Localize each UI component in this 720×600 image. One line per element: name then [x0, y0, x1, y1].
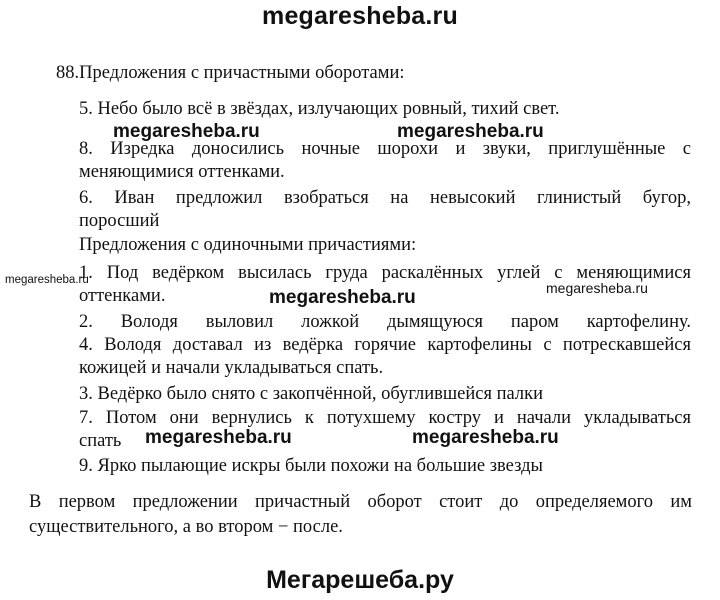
sentence-8-line1: 8. Изредка доносились ночные шорохи и звуки, приглушённые с: [79, 139, 691, 159]
conclusion-line2: существительного, а во втором − после.: [29, 517, 343, 537]
sentence-5: 5. Небо было всё в звёздах, излучающих ровный, тихий свет.: [79, 99, 560, 119]
sentence-4-line2: кожицей и начали укладываться спать.: [79, 358, 384, 378]
sentence-7-line1: 7. Потом они вернулись к потухшему костру и начали укладываться: [79, 408, 691, 428]
site-header: megaresheba.ru: [262, 2, 458, 30]
watermark-bold: megaresheba.ru: [145, 427, 292, 448]
conclusion-line1: В первом предложении причастный оборот стоит до определяемого им: [29, 492, 692, 512]
watermark-small: megaresheba.ru: [5, 274, 89, 286]
watermark-bold: megaresheba.ru: [397, 121, 544, 142]
watermark-mid: megaresheba.ru: [546, 280, 648, 296]
sentence-9: 9. Ярко пылающие искры были похожи на большие звезды: [79, 456, 543, 476]
sentence-6-line2: поросший: [79, 211, 160, 231]
single-heading: Предложения с одиночными причастиями:: [79, 235, 417, 255]
watermark-bold: megaresheba.ru: [113, 121, 260, 142]
sentence-7-line2: спать: [79, 431, 122, 451]
site-footer: Мегарешеба.ру: [266, 566, 454, 594]
sentence-6-line1: 6. Иван предложил взобраться на невысокий глинистый бугор,: [79, 188, 691, 208]
sentence-1-line1: 1. Под ведёрком высилась груда раскалённых углей с меняющимися: [79, 263, 691, 283]
sentence-2: 2. Володя выловил ложкой дымящуюся паром картофелину.: [79, 312, 691, 332]
sentence-8-line2: меняющимися оттенками.: [79, 162, 285, 182]
sentence-3: 3. Ведёрко было снято с закопчённой, обуглившейся палки: [79, 384, 543, 404]
task-title: 88.Предложения с причастными оборотами:: [56, 63, 405, 83]
watermark-bold: megaresheba.ru: [269, 287, 416, 308]
watermark-bold: megaresheba.ru: [412, 427, 559, 448]
sentence-4-line1: 4. Володя доставал из ведёрка горячие картофелины с потрескавшейся: [79, 335, 691, 355]
sentence-1-line2: оттенками.: [79, 286, 166, 306]
